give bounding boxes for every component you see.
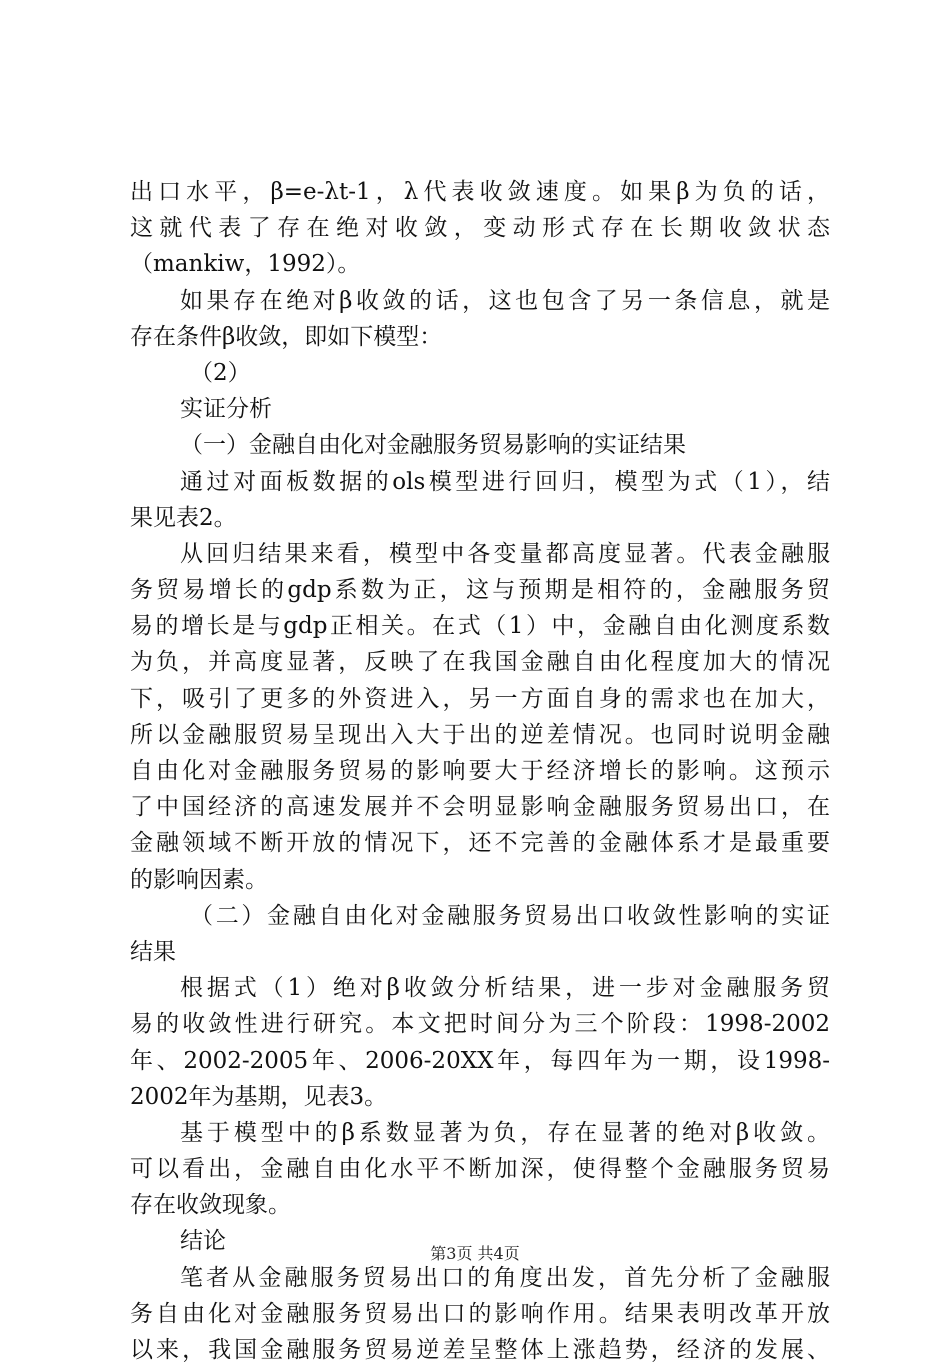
text-line: 务贸易增长的gdp系数为正，这与预期是相符的，金融服务贸 <box>130 577 830 604</box>
paragraph-start-line: 如果存在绝对β收敛的话，这也包含了另一条信息，就是 <box>180 287 830 314</box>
paragraph-start-line: 根据式（1）绝对β收敛分析结果，进一步对金融服务贸 <box>180 975 830 1002</box>
text-line: 存在条件β收敛，即如下模型： <box>130 323 443 350</box>
text-line: 这就代表了存在绝对收敛，变动形式存在长期收敛状态 <box>130 215 830 242</box>
paragraph-start-line: 从回归结果来看，模型中各变量都高度显著。代表金融服 <box>180 540 830 567</box>
section-heading: 结论 <box>180 1228 226 1255</box>
text-line: 了中国经济的高速发展并不会明显影响金融服务贸易出口，在 <box>130 794 830 821</box>
text-line: 自由化对金融服务贸易的影响要大于经济增长的影响。这预示 <box>130 758 830 784</box>
text-line: 可以看出，金融自由化水平不断加深，使得整个金融服务贸易 <box>130 1156 830 1183</box>
document-body <box>130 174 830 1368</box>
text-line: 易的收敛性进行研究。本文把时间分为三个阶段：1998-2002 <box>130 1011 830 1038</box>
text-line: 易的增长是与gdp正相关。在式（1）中，金融自由化测度系数 <box>130 613 830 640</box>
text-line: 务自由化对金融服务贸易出口的影响作用。结果表明改革开放 <box>130 1300 830 1327</box>
text-line: 所以金融服贸易呈现出入大于出的逆差情况。也同时说明金融 <box>130 721 830 748</box>
text-line: 金融领域不断开放的情况下，还不完善的金融体系才是最重要 <box>130 830 830 857</box>
text-line: 出口水平，β=e-λt-1，λ代表收敛速度。如果β为负的话， <box>130 179 830 205</box>
formula-label: （2） <box>190 359 251 386</box>
subsection-heading: （二）金融自由化对金融服务贸易出口收敛性影响的实证 <box>190 902 830 929</box>
subsection-heading: （一）金融自由化对金融服务贸易影响的实证结果 <box>180 432 686 459</box>
text-line: 下，吸引了更多的外资进入，另一方面自身的需求也在加大， <box>130 685 830 712</box>
paragraph-start-line: 基于模型中的β系数显著为负，存在显著的绝对β收敛。 <box>180 1119 830 1146</box>
section-heading: 实证分析 <box>180 396 272 423</box>
subsection-heading-continued: 结果 <box>130 938 176 965</box>
paragraph-start-line: 笔者从金融服务贸易出口的角度出发，首先分析了金融服 <box>180 1264 830 1291</box>
text-line: 果见表2。 <box>130 504 237 531</box>
text-line: （mankiw，1992）。 <box>130 251 361 278</box>
text-line: 年、2002-2005年、2006-20XX年，每四年为一期，设1998- <box>130 1047 830 1074</box>
text-line: 为负，并高度显著，反映了在我国金融自由化程度加大的情况 <box>130 649 830 676</box>
text-line: 2002年为基期，见表3。 <box>130 1083 388 1110</box>
paragraph-start-line: 通过对面板数据的ols模型进行回归，模型为式（1），结 <box>180 468 830 495</box>
page-number-footer: 第3页 共4页 <box>430 1244 520 1263</box>
text-line: 存在收敛现象。 <box>130 1192 291 1219</box>
text-line: 以来，我国金融服务贸易逆差呈整体上涨趋势，经济的发展、 <box>130 1337 830 1363</box>
text-line: 的影响因素。 <box>130 866 268 893</box>
